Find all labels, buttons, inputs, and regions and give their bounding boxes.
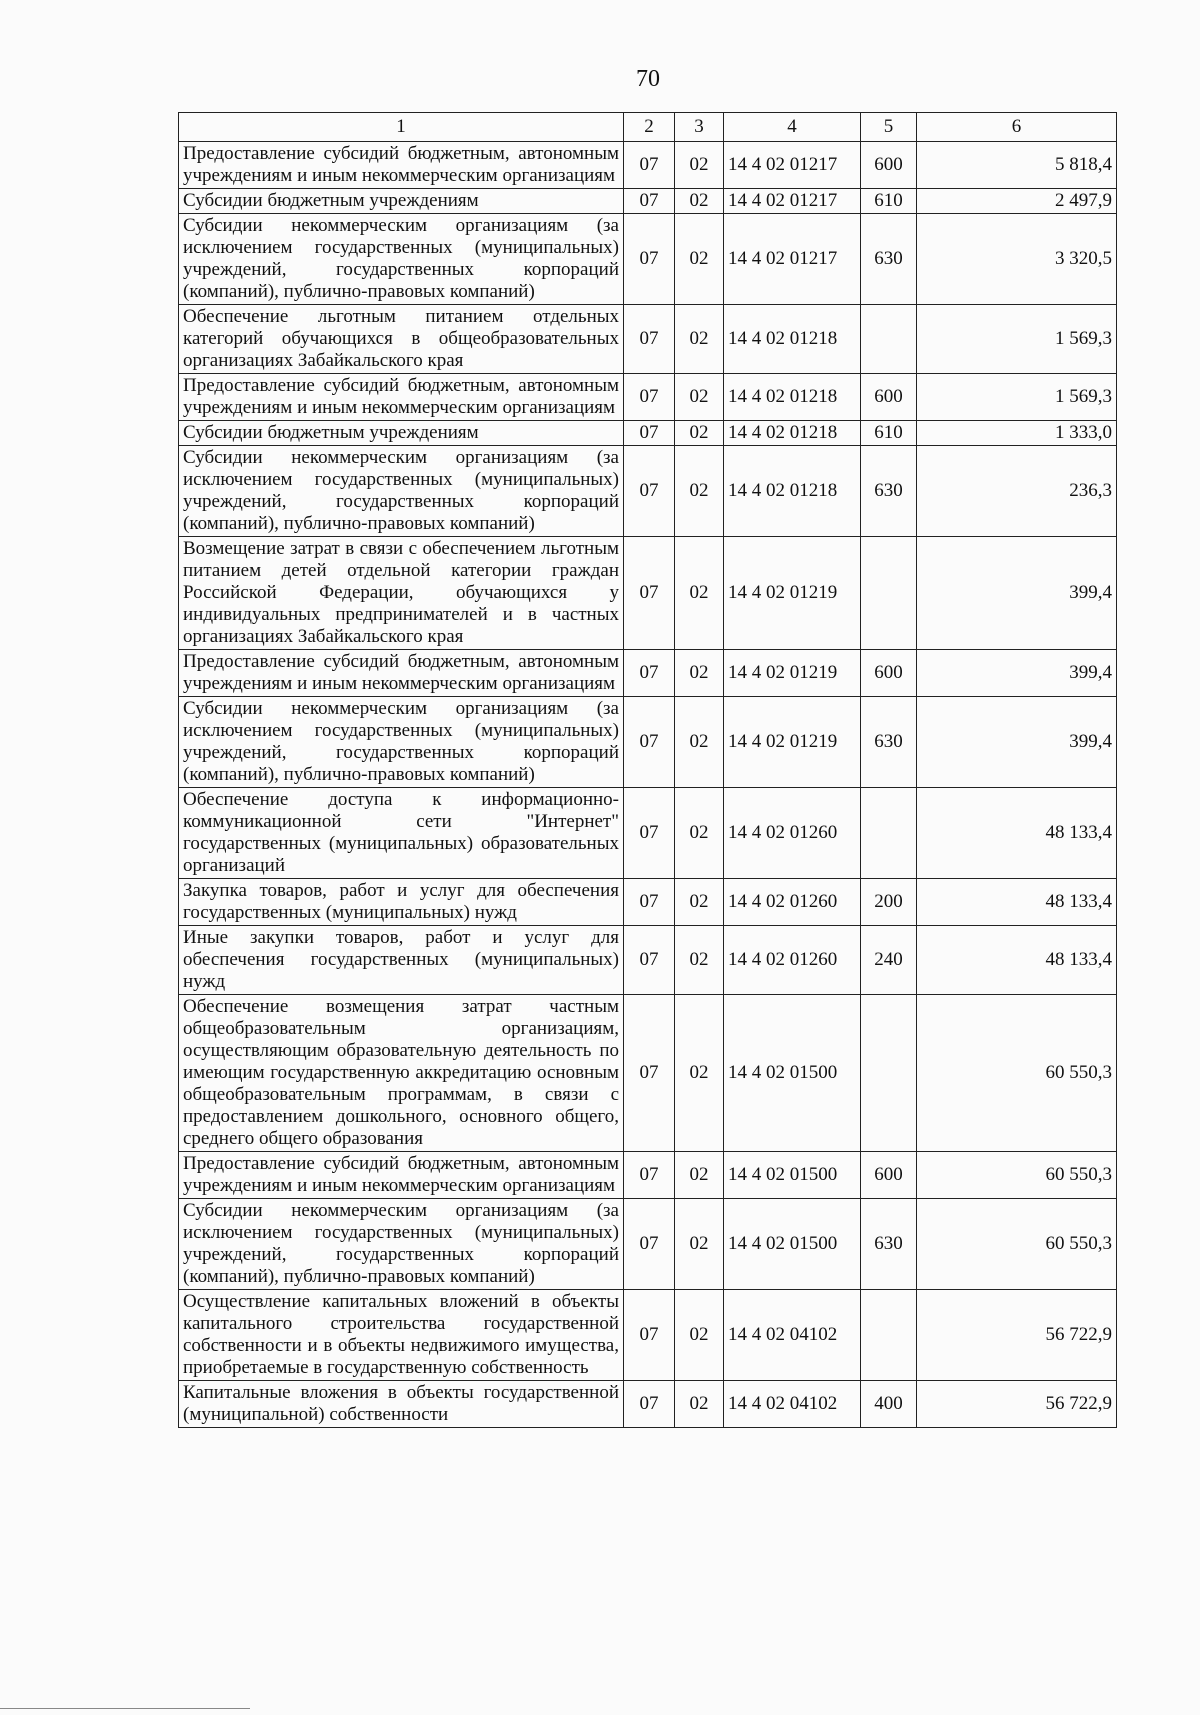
page-number: 70 — [636, 66, 660, 92]
row-amount-cell: 1 333,0 — [917, 421, 1117, 446]
row-target-article-cell: 14 4 02 01219 — [724, 537, 861, 650]
row-amount-cell: 60 550,3 — [917, 1199, 1117, 1290]
table-row — [179, 1381, 1117, 1428]
row-subsection-cell: 02 — [675, 995, 724, 1152]
row-section-cell: 07 — [624, 189, 675, 214]
table-row — [179, 537, 1117, 650]
row-section-cell: 07 — [624, 305, 675, 374]
row-name-cell: Капитальные вложения в объекты государственной (муниципальной) собственности — [179, 1381, 624, 1428]
row-subsection-cell: 02 — [675, 421, 724, 446]
row-section-cell: 07 — [624, 537, 675, 650]
row-name-cell: Обеспечение доступа к информационно-коммуникационной сети "Интернет" государственных (муниципальных) образовательных организаций — [179, 788, 624, 879]
row-target-article-cell: 14 4 02 01218 — [724, 446, 861, 537]
column-header-4: 4 — [724, 113, 861, 142]
row-target-article-cell: 14 4 02 01218 — [724, 374, 861, 421]
row-amount-cell: 56 722,9 — [917, 1381, 1117, 1428]
row-name-cell: Обеспечение возмещения затрат частным общеобразовательным организациям, осуществляющим образовательную деятельность по имеющим государственную аккредитацию основным общеобразовательным программам, в связи с предоставлением дошкольного, основного общего, среднего общего образования — [179, 995, 624, 1152]
table-row — [179, 214, 1117, 305]
row-name-cell: Обеспечение льготным питанием отдельных категорий обучающихся в общеобразовательных организациях Забайкальского края — [179, 305, 624, 374]
row-name-cell: Субсидии бюджетным учреждениям — [179, 189, 624, 214]
table-row — [179, 650, 1117, 697]
row-subsection-cell: 02 — [675, 879, 724, 926]
row-section-cell: 07 — [624, 1199, 675, 1290]
row-expense-type-cell: 600 — [861, 1152, 917, 1199]
row-expense-type-cell — [861, 1290, 917, 1381]
row-section-cell: 07 — [624, 926, 675, 995]
column-header-6: 6 — [917, 113, 1117, 142]
row-expense-type-cell: 200 — [861, 879, 917, 926]
row-subsection-cell: 02 — [675, 650, 724, 697]
row-amount-cell: 399,4 — [917, 537, 1117, 650]
row-expense-type-cell: 610 — [861, 189, 917, 214]
row-section-cell: 07 — [624, 879, 675, 926]
row-amount-cell: 48 133,4 — [917, 879, 1117, 926]
row-amount-cell: 48 133,4 — [917, 788, 1117, 879]
row-name-cell: Осуществление капитальных вложений в объекты капитального строительства государственной собственности и в объекты недвижимого имущества, приобретаемые в государственную собственность — [179, 1290, 624, 1381]
row-subsection-cell: 02 — [675, 697, 724, 788]
row-expense-type-cell: 240 — [861, 926, 917, 995]
row-expense-type-cell: 610 — [861, 421, 917, 446]
row-amount-cell: 1 569,3 — [917, 374, 1117, 421]
table-row — [179, 879, 1117, 926]
footer-rule — [0, 1708, 250, 1709]
row-section-cell: 07 — [624, 142, 675, 189]
row-target-article-cell: 14 4 02 01219 — [724, 650, 861, 697]
row-target-article-cell: 14 4 02 01218 — [724, 421, 861, 446]
row-subsection-cell: 02 — [675, 446, 724, 537]
row-expense-type-cell: 400 — [861, 1381, 917, 1428]
row-subsection-cell: 02 — [675, 305, 724, 374]
row-target-article-cell: 14 4 02 01500 — [724, 1199, 861, 1290]
row-target-article-cell: 14 4 02 01260 — [724, 926, 861, 995]
row-name-cell: Предоставление субсидий бюджетным, автономным учреждениям и иным некоммерческим организациям — [179, 1152, 624, 1199]
row-section-cell: 07 — [624, 421, 675, 446]
row-expense-type-cell: 630 — [861, 214, 917, 305]
row-subsection-cell: 02 — [675, 537, 724, 650]
row-expense-type-cell — [861, 995, 917, 1152]
column-header-5: 5 — [861, 113, 917, 142]
table-row — [179, 421, 1117, 446]
row-expense-type-cell: 630 — [861, 1199, 917, 1290]
row-expense-type-cell — [861, 305, 917, 374]
column-header-2: 2 — [624, 113, 675, 142]
table-row — [179, 1290, 1117, 1381]
table-row — [179, 995, 1117, 1152]
row-subsection-cell: 02 — [675, 142, 724, 189]
row-amount-cell: 60 550,3 — [917, 1152, 1117, 1199]
row-subsection-cell: 02 — [675, 189, 724, 214]
column-header-1: 1 — [179, 113, 624, 142]
row-amount-cell: 2 497,9 — [917, 189, 1117, 214]
row-target-article-cell: 14 4 02 01500 — [724, 1152, 861, 1199]
table-row — [179, 305, 1117, 374]
row-target-article-cell: 14 4 02 01260 — [724, 879, 861, 926]
row-name-cell: Субсидии бюджетным учреждениям — [179, 421, 624, 446]
table-row — [179, 697, 1117, 788]
row-target-article-cell: 14 4 02 01219 — [724, 697, 861, 788]
row-subsection-cell: 02 — [675, 1152, 724, 1199]
row-name-cell: Иные закупки товаров, работ и услуг для обеспечения государственных (муниципальных) нужд — [179, 926, 624, 995]
row-subsection-cell: 02 — [675, 1199, 724, 1290]
row-expense-type-cell — [861, 788, 917, 879]
row-subsection-cell: 02 — [675, 926, 724, 995]
row-amount-cell: 399,4 — [917, 697, 1117, 788]
row-target-article-cell: 14 4 02 01500 — [724, 995, 861, 1152]
row-section-cell: 07 — [624, 650, 675, 697]
row-expense-type-cell: 630 — [861, 697, 917, 788]
row-amount-cell: 236,3 — [917, 446, 1117, 537]
row-section-cell: 07 — [624, 1290, 675, 1381]
table-row — [179, 788, 1117, 879]
row-subsection-cell: 02 — [675, 1381, 724, 1428]
row-name-cell: Возмещение затрат в связи с обеспечением льготным питанием детей отдельной категории граждан Российской Федерации, обучающихся у индивидуальных предпринимателей и в частных организациях Забайкальского края — [179, 537, 624, 650]
row-target-article-cell: 14 4 02 04102 — [724, 1290, 861, 1381]
row-subsection-cell: 02 — [675, 214, 724, 305]
row-name-cell: Предоставление субсидий бюджетным, автономным учреждениям и иным некоммерческим организациям — [179, 650, 624, 697]
table-row — [179, 1152, 1117, 1199]
row-target-article-cell: 14 4 02 01217 — [724, 142, 861, 189]
table-row — [179, 374, 1117, 421]
table-row — [179, 189, 1117, 214]
row-section-cell: 07 — [624, 374, 675, 421]
row-name-cell: Закупка товаров, работ и услуг для обеспечения государственных (муниципальных) нужд — [179, 879, 624, 926]
row-subsection-cell: 02 — [675, 1290, 724, 1381]
row-name-cell: Субсидии некоммерческим организациям (за исключением государственных (муниципальных) учреждений, государственных корпораций (компаний), публично-правовых компаний) — [179, 697, 624, 788]
table-header-row — [179, 113, 1117, 142]
row-name-cell: Субсидии некоммерческим организациям (за исключением государственных (муниципальных) учреждений, государственных корпораций (компаний), публично-правовых компаний) — [179, 214, 624, 305]
row-name-cell: Предоставление субсидий бюджетным, автономным учреждениям и иным некоммерческим организациям — [179, 374, 624, 421]
column-header-3: 3 — [675, 113, 724, 142]
row-expense-type-cell: 630 — [861, 446, 917, 537]
row-subsection-cell: 02 — [675, 788, 724, 879]
row-section-cell: 07 — [624, 214, 675, 305]
row-target-article-cell: 14 4 02 04102 — [724, 1381, 861, 1428]
row-section-cell: 07 — [624, 1152, 675, 1199]
row-expense-type-cell: 600 — [861, 142, 917, 189]
table-row — [179, 446, 1117, 537]
row-amount-cell: 1 569,3 — [917, 305, 1117, 374]
row-name-cell: Предоставление субсидий бюджетным, автономным учреждениям и иным некоммерческим организациям — [179, 142, 624, 189]
row-target-article-cell: 14 4 02 01217 — [724, 214, 861, 305]
row-target-article-cell: 14 4 02 01218 — [724, 305, 861, 374]
budget-table — [178, 112, 1117, 1428]
row-subsection-cell: 02 — [675, 374, 724, 421]
row-amount-cell: 3 320,5 — [917, 214, 1117, 305]
row-name-cell: Субсидии некоммерческим организациям (за исключением государственных (муниципальных) учреждений, государственных корпораций (компаний), публично-правовых компаний) — [179, 446, 624, 537]
table-row — [179, 926, 1117, 995]
row-amount-cell: 56 722,9 — [917, 1290, 1117, 1381]
row-section-cell: 07 — [624, 697, 675, 788]
row-section-cell: 07 — [624, 995, 675, 1152]
row-amount-cell: 48 133,4 — [917, 926, 1117, 995]
row-amount-cell: 399,4 — [917, 650, 1117, 697]
row-section-cell: 07 — [624, 446, 675, 537]
row-section-cell: 07 — [624, 788, 675, 879]
row-amount-cell: 5 818,4 — [917, 142, 1117, 189]
row-expense-type-cell: 600 — [861, 374, 917, 421]
table-row — [179, 142, 1117, 189]
table-row — [179, 1199, 1117, 1290]
row-amount-cell: 60 550,3 — [917, 995, 1117, 1152]
row-section-cell: 07 — [624, 1381, 675, 1428]
row-target-article-cell: 14 4 02 01217 — [724, 189, 861, 214]
row-expense-type-cell — [861, 537, 917, 650]
row-name-cell: Субсидии некоммерческим организациям (за исключением государственных (муниципальных) учреждений, государственных корпораций (компаний), публично-правовых компаний) — [179, 1199, 624, 1290]
row-target-article-cell: 14 4 02 01260 — [724, 788, 861, 879]
row-expense-type-cell: 600 — [861, 650, 917, 697]
